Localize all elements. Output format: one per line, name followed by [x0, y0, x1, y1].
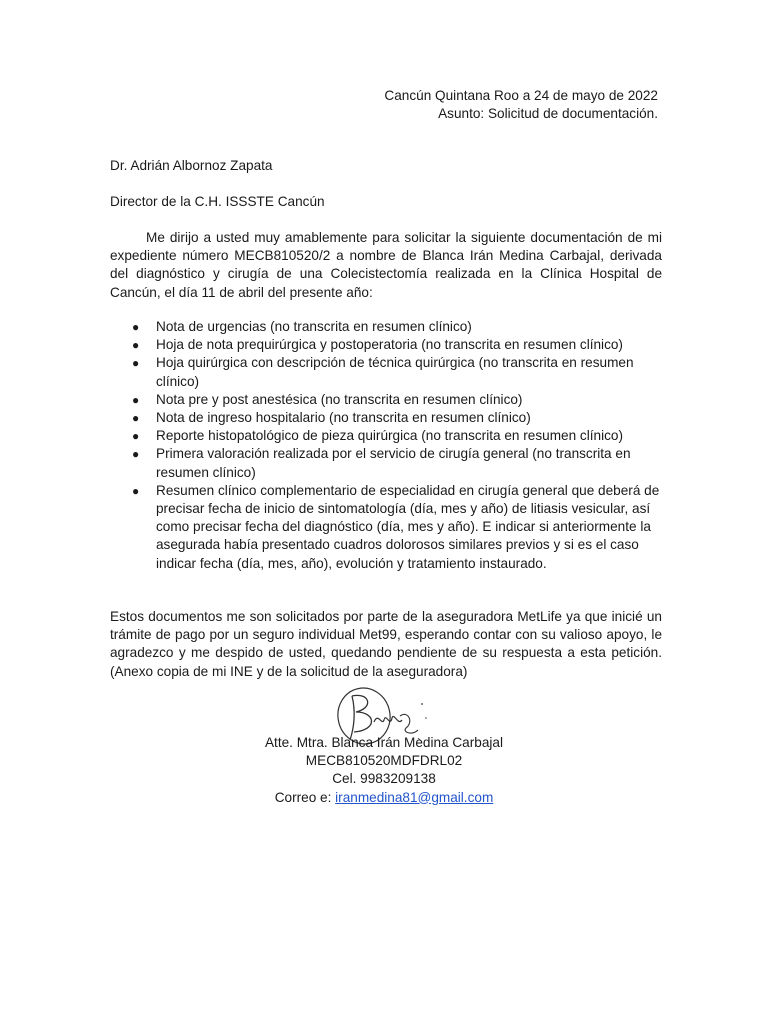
- list-item-text: Primera valoración realizada por el servicio de cirugía general (no transcrita en resumen clínico): [156, 446, 631, 480]
- list-item: [110, 427, 662, 445]
- bullet-icon: ●: [132, 429, 140, 444]
- list-item-text: Nota pre y post anestésica (no transcrita en resumen clínico): [156, 391, 523, 407]
- list-item: [110, 409, 662, 427]
- intro-text: Me dirijo a usted muy amablemente para solicitar la siguiente documentación de mi expediente número MECB810520/2 a nombre de Blanca Irán Medina Carbajal, derivada del diagnóstico y cirugía de una Colecistectomía realizada en la Clínica Hospital de Cancún, el día 11 de abril del presente año:: [110, 230, 662, 300]
- place-date: Cancún Quintana Roo a 24 de mayo de 2022: [384, 88, 658, 103]
- recipient-name: Dr. Adrián Albornoz Zapata: [110, 158, 273, 173]
- list-item-text: Hoja de nota prequirúrgica y postoperatoria (no transcrita en resumen clínico): [156, 337, 623, 353]
- list-item: [110, 354, 662, 390]
- subject-line: Asunto: Solicitud de documentación.: [438, 106, 658, 122]
- signer-email-line: [110, 789, 658, 807]
- signer-name: Atte. Mtra. Blanca Irán Medina Carbajal: [264, 735, 503, 750]
- list-item: [110, 482, 662, 573]
- list-item-text: Nota de ingreso hospitalario (no transcrita en resumen clínico): [156, 410, 531, 426]
- signature-block: [110, 734, 658, 807]
- bullet-icon: ●: [132, 411, 140, 426]
- list-item-text: Nota de urgencias (no transcrita en resumen clínico): [156, 319, 472, 334]
- intro-paragraph: [110, 229, 662, 302]
- list-item-text: Hoja quirúrgica con descripción de técnica quirúrgica (no transcrita en resumen clínico): [156, 355, 634, 389]
- bullet-icon: ●: [132, 338, 140, 353]
- recipient-position: Director de la C.H. ISSSTE Cancún: [110, 194, 325, 209]
- signer-phone: Cel. 9983209138: [332, 771, 436, 787]
- list-item: [110, 336, 662, 354]
- email-label: Correo e:: [274, 789, 336, 805]
- list-item: [110, 318, 662, 336]
- list-item: [110, 445, 662, 481]
- bullet-icon: ●: [132, 392, 140, 407]
- bullet-icon: ●: [132, 356, 140, 371]
- list-item-text: Resumen clínico complementario de especialidad en cirugía general que deberá de precisar fecha de inicio de sintomatología (día, mes y año) de litiasis vesicular, así como precisar fecha del diagnóstico (día, mes y año). E indicar si anteriormente la asegurada había presentado cuadros dolorosos similares previos y si es el caso indicar fecha (día, mes, año), evolución y tratamiento instaurado.: [156, 482, 660, 571]
- letter-header: [384, 87, 658, 123]
- signer-id: MECB810520MDFDRL02: [305, 753, 463, 769]
- closing-paragraph: Estos documentos me son solicitados por parte de la aseguradora MetLife ya que inicié un trámite de pago por un seguro individual Met99, esperando contar con su valioso apoyo, le agradezco y me despido de usted, quedando pendiente de su respuesta a esta petición. (Anexo copia de mi INE y de la solicitud de la aseguradora): [110, 609, 662, 679]
- list-item-text: Reporte histopatológico de pieza quirúrgica (no transcrita en resumen clínico): [156, 428, 623, 444]
- requested-documents-list: [110, 318, 662, 573]
- bullet-icon: ●: [132, 483, 140, 498]
- email-link[interactable]: iranmedina81@gmail.com: [335, 789, 494, 805]
- bullet-icon: ●: [132, 320, 140, 334]
- bullet-icon: ●: [132, 447, 140, 462]
- list-item: [110, 391, 662, 409]
